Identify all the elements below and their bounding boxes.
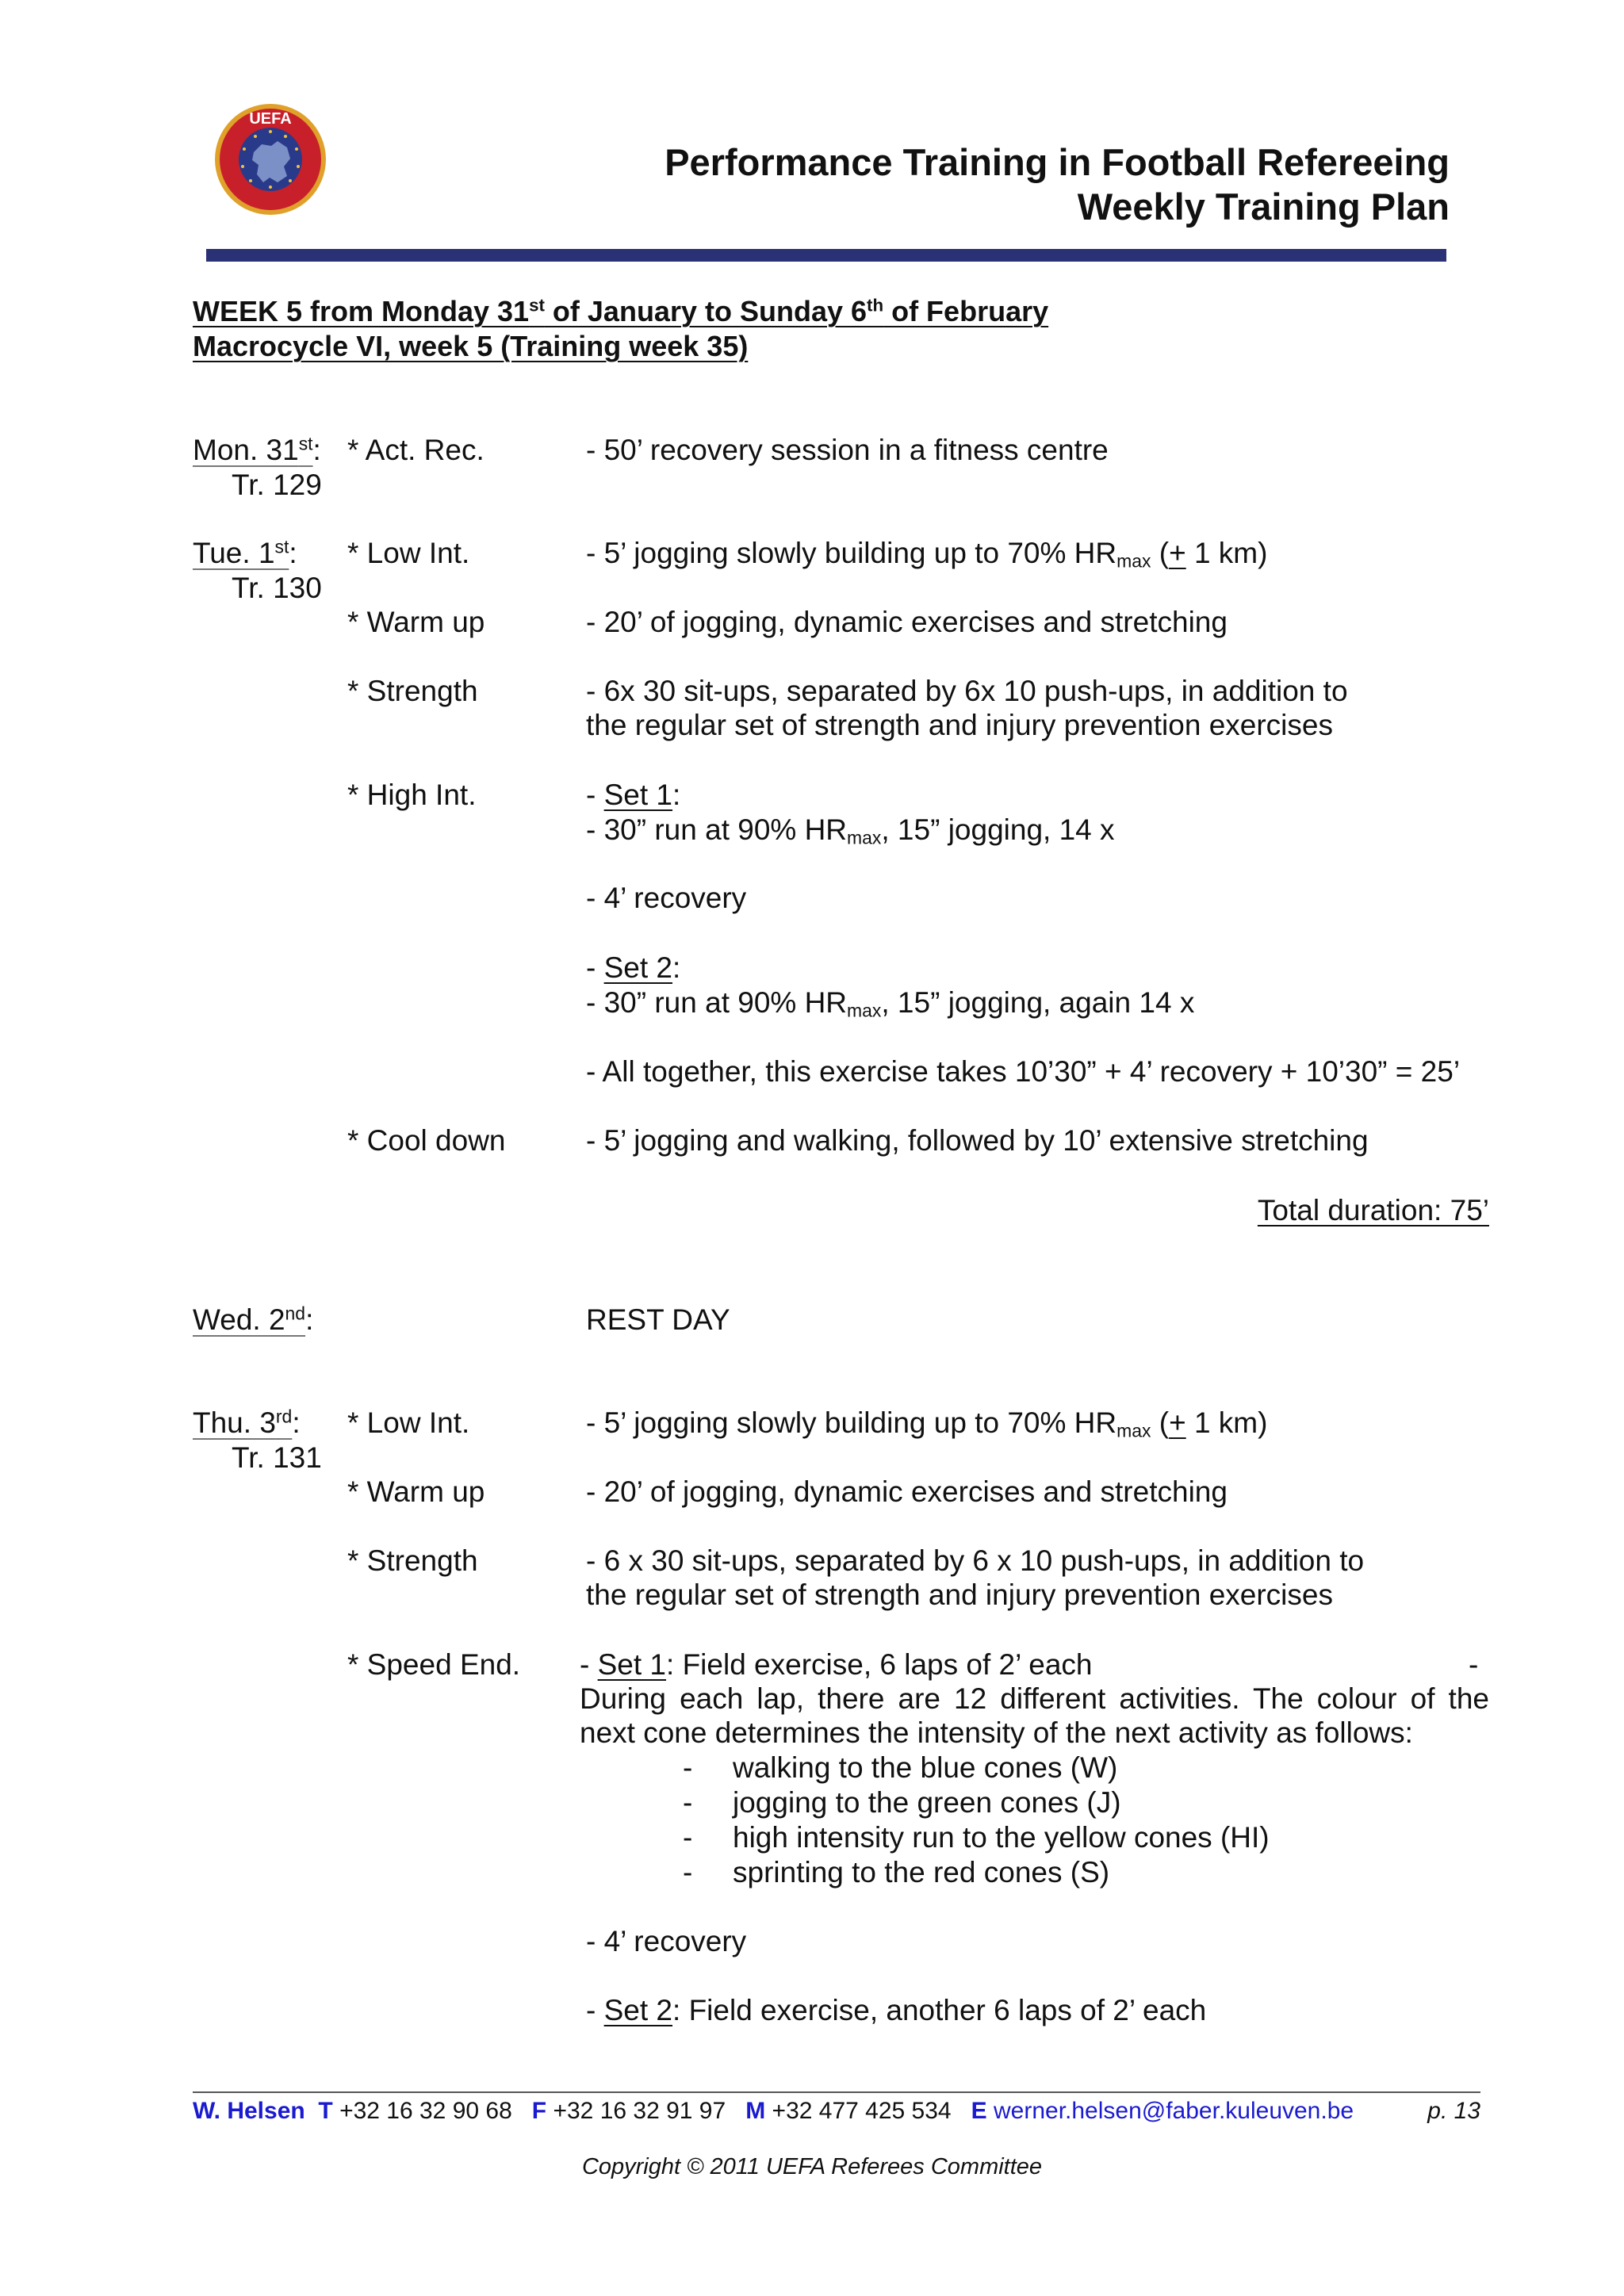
copyright: Copyright © 2011 UEFA Referees Committee <box>581 2154 1043 2179</box>
day-monday: Mon. 31st: <box>193 433 321 466</box>
day-wednesday: Wed. 2nd: <box>193 1303 314 1336</box>
activity-description: - 5’ jogging and walking, followed by 10’ extensive stretching <box>586 1124 1369 1157</box>
bullet-dash: - <box>683 1856 693 1888</box>
mobile-number: +32 477 425 534 <box>772 2098 952 2124</box>
activity-label: * Cool down <box>347 1124 506 1157</box>
bullet-dash: - <box>683 1786 693 1819</box>
activity-label: * Speed End. <box>347 1648 521 1681</box>
bullet-dash: - <box>683 1751 693 1784</box>
page-title: Performance Training in Football Refereeing <box>665 141 1450 183</box>
activity-description: the regular set of strength and injury prevention exercises <box>586 1578 1333 1611</box>
page-number: p. 13 <box>1427 2098 1480 2124</box>
svg-text:UEFA: UEFA <box>249 110 292 128</box>
footer-contact: W. Helsen T +32 16 32 90 68 F +32 16 32 91 97 M +32 477 425 534 E werner.helsen@faber.kuleuven.be p. 13 <box>193 2098 1480 2124</box>
week-heading: WEEK 5 from Monday 31st of January to Sunday 6th of February <box>193 295 1049 327</box>
activity-description: - 5’ jogging slowly building up to 70% $HR_{max}$ (+ 1 km) <box>586 537 1268 572</box>
activity-label: * Act. Rec. <box>347 434 485 466</box>
macrocycle-heading: Macrocycle VI, week 5 (Training week 35) <box>193 330 749 362</box>
day-thursday: Thu. 3rd: <box>193 1406 301 1439</box>
day-tuesday: Tue. 1st: <box>193 536 297 569</box>
activity-description: - 6 x 30 sit-ups, separated by 6 x 10 push-ups, in addition to <box>586 1544 1365 1577</box>
activity-description: next cone determines the intensity of the next activity as follows: <box>580 1716 1413 1749</box>
email-link[interactable]: werner.helsen@faber.kuleuven.be <box>993 2098 1354 2124</box>
activity-label: * Strength <box>347 675 478 707</box>
phone-number: +32 16 32 90 68 <box>339 2098 512 2124</box>
activity-description: - 20’ of jogging, dynamic exercises and stretching <box>586 606 1228 638</box>
set-heading: - Set 2: <box>586 951 681 984</box>
author-name: W. Helsen <box>193 2098 305 2124</box>
set-heading: - Set 1: <box>586 779 681 811</box>
training-number: Tr. 130 <box>232 572 322 604</box>
activity-description: the regular set of strength and injury prevention exercises <box>586 709 1333 741</box>
training-number: Tr. 131 <box>232 1441 322 1474</box>
total-duration: Total duration: 75’ <box>1257 1194 1489 1226</box>
activity-label: * Warm up <box>347 1475 485 1508</box>
activity-label: * Low Int. <box>347 1406 470 1439</box>
activity-description: - 4’ recovery <box>586 1925 747 1957</box>
activity-description: - 6x 30 sit-ups, separated by 6x 10 push-ups, in addition to <box>586 675 1348 707</box>
activity-label: * Warm up <box>347 606 485 638</box>
activity-label: * High Int. <box>347 779 477 811</box>
list-item: high intensity run to the yellow cones (HI) <box>733 1821 1270 1854</box>
activity-description: - 4’ recovery <box>586 882 747 914</box>
training-number: Tr. 129 <box>232 469 322 501</box>
activity-description: - 30” run at 90% $HR_{max}$, 15” jogging, again 14 x <box>586 986 1195 1021</box>
rest-day: REST DAY <box>586 1303 730 1336</box>
footer-rule <box>193 2091 1480 2093</box>
activity-description: - 5’ jogging slowly building up to 70% $HR_{max}$ (+ 1 km) <box>586 1406 1268 1441</box>
list-item: sprinting to the red cones (S) <box>733 1856 1110 1888</box>
activity-label: * Strength <box>347 1544 478 1577</box>
list-item: walking to the blue cones (W) <box>733 1751 1118 1784</box>
activity-label: * Low Int. <box>347 537 470 569</box>
activity-description: - 20’ of jogging, dynamic exercises and stretching <box>586 1475 1228 1508</box>
activity-description: - All together, this exercise takes 10’30” + 4’ recovery + 10’30” = 25’ <box>586 1055 1461 1088</box>
set-heading: - Set 2: Field exercise, another 6 laps of 2’ each <box>586 1994 1207 2026</box>
activity-description: - 50’ recovery session in a fitness centre <box>586 434 1109 466</box>
list-item: jogging to the green cones (J) <box>733 1786 1121 1819</box>
uefa-logo <box>214 103 327 216</box>
activity-description: During each lap, there are 12 different activities. The colour of the <box>580 1682 1489 1715</box>
set-heading: - Set 1: Field exercise, 6 laps of 2’ each <box>580 1648 1093 1681</box>
fax-number: +32 16 32 91 97 <box>553 2098 726 2124</box>
bullet-dash: - <box>683 1821 693 1854</box>
page-subtitle: Weekly Training Plan <box>1077 186 1450 228</box>
header-rule <box>206 249 1446 262</box>
activity-description: - 30” run at 90% $HR_{max}$, 15” jogging, 14 x <box>586 813 1115 848</box>
trailing-dash: - <box>1469 1648 1479 1681</box>
